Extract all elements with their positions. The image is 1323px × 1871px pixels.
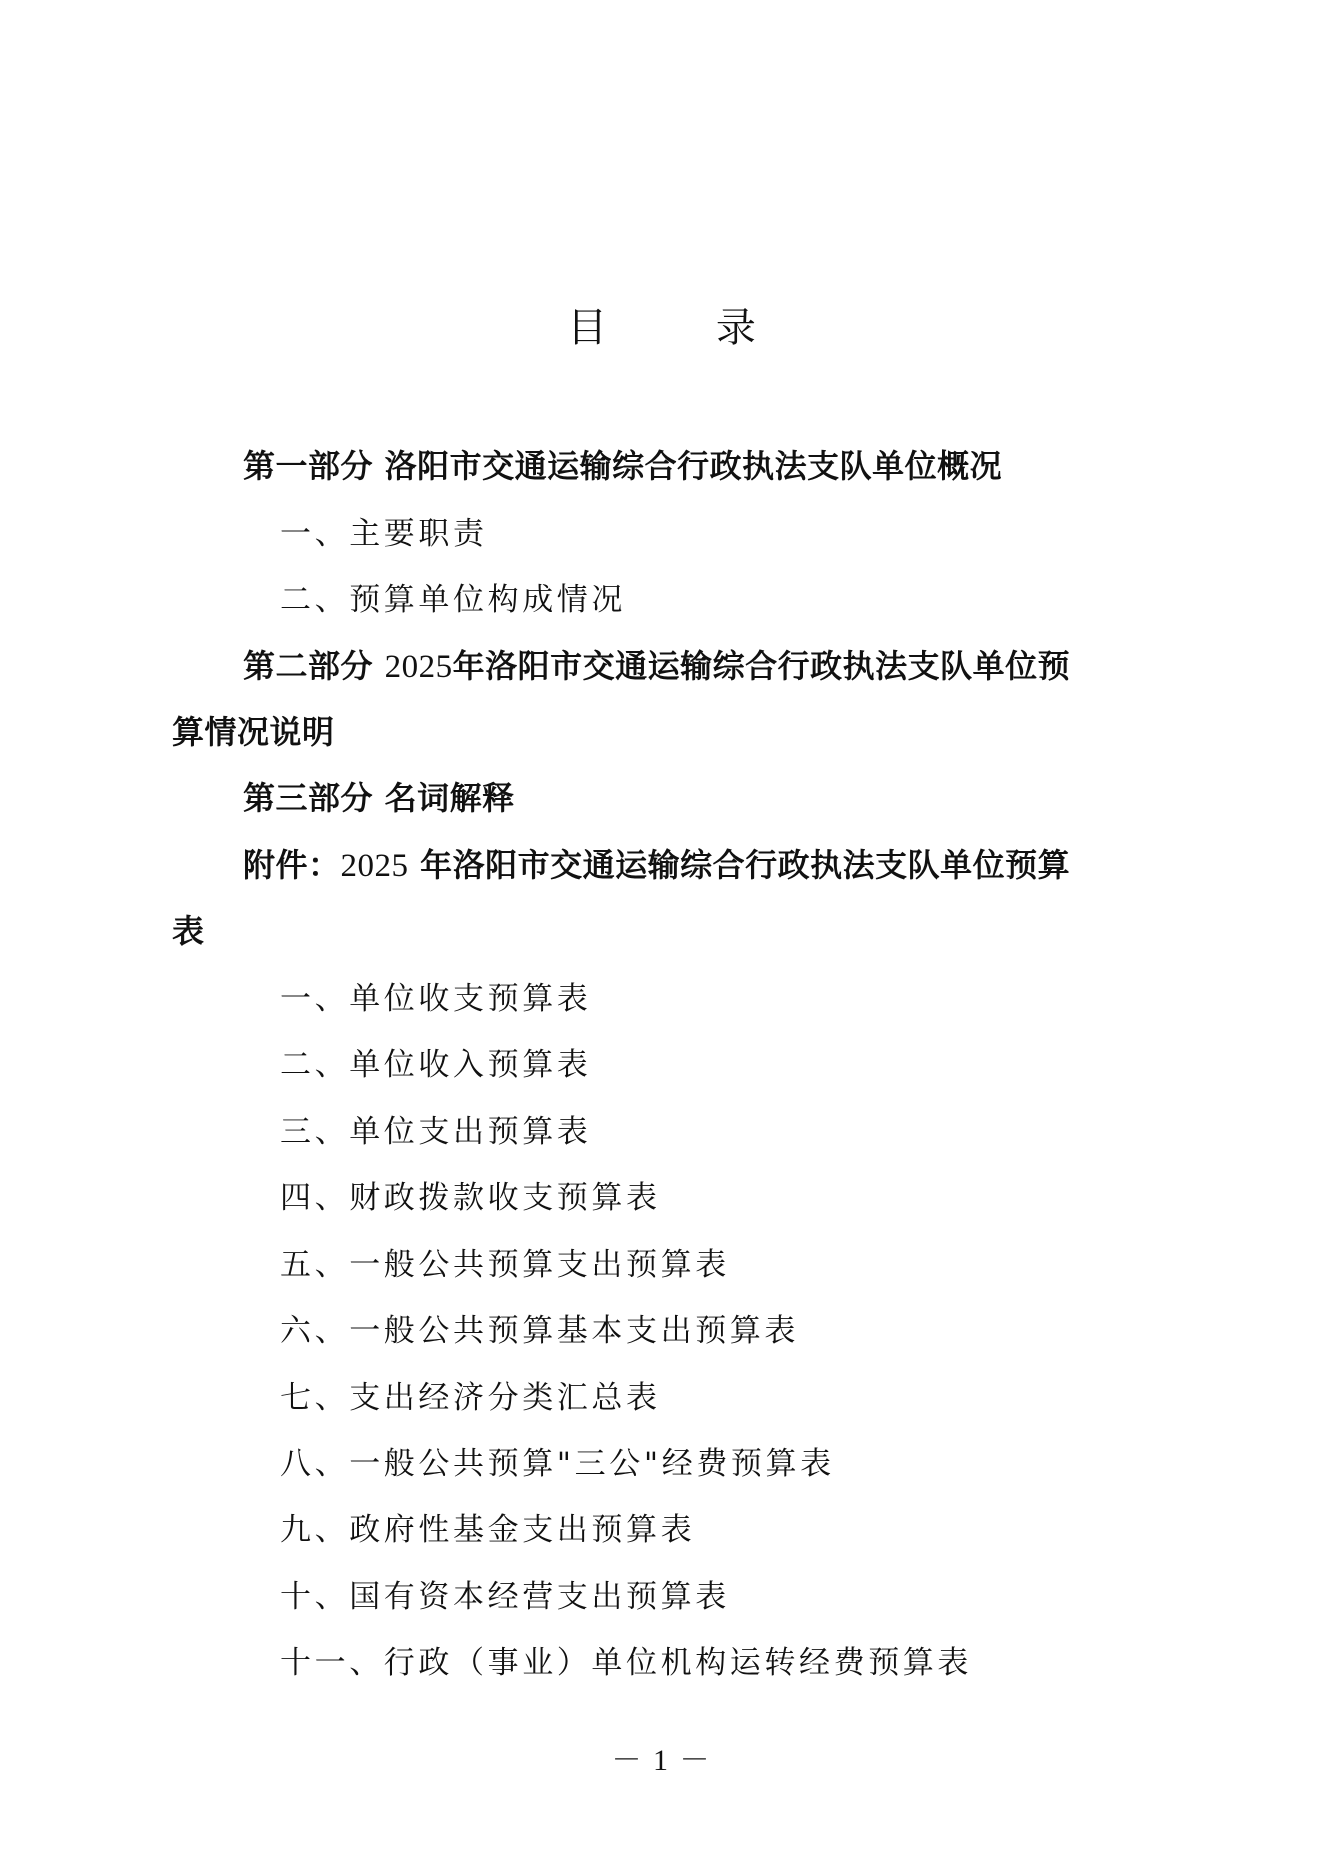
page-number: － 1 － — [611, 1744, 712, 1777]
toc-appendix-item-5[interactable]: 五、一般公共预算支出预算表 — [280, 1247, 730, 1283]
toc-appendix-item-10[interactable]: 十、国有资本经营支出预算表 — [280, 1579, 730, 1615]
toc-part-3[interactable]: 第三部分 名词解释 — [243, 779, 515, 817]
toc-part-1-item-2[interactable]: 二、预算单位构成情况 — [280, 582, 626, 618]
toc-appendix-item-6[interactable]: 六、一般公共预算基本支出预算表 — [280, 1313, 799, 1349]
toc-appendix-item-2[interactable]: 二、单位收入预算表 — [280, 1047, 592, 1083]
toc-appendix-title: 年洛阳市交通运输综合行政执法支队单位预算 — [408, 846, 1071, 884]
toc-part-1-item-1[interactable]: 一、主要职责 — [280, 516, 488, 552]
toc-title: 目 录 — [567, 305, 804, 351]
toc-appendix-item-4[interactable]: 四、财政拨款收支预算表 — [280, 1180, 661, 1216]
toc-appendix-item-3[interactable]: 三、单位支出预算表 — [280, 1114, 592, 1150]
toc-appendix-continued[interactable]: 表 — [172, 912, 205, 950]
toc-appendix-item-7[interactable]: 七、支出经济分类汇总表 — [280, 1380, 661, 1416]
toc-appendix-item-9[interactable]: 九、政府性基金支出预算表 — [280, 1512, 696, 1548]
toc-appendix-item-8[interactable]: 八、一般公共预算"三公"经费预算表 — [280, 1446, 835, 1482]
toc-appendix-item-1[interactable]: 一、单位收支预算表 — [280, 981, 592, 1017]
toc-part-2-continued[interactable]: 算情况说明 — [172, 713, 335, 751]
toc-part-2-year: 2025 — [384, 649, 453, 685]
toc-part-1[interactable]: 第一部分 洛阳市交通运输综合行政执法支队单位概况 — [243, 447, 1003, 485]
toc-appendix-year: 2025 — [340, 848, 409, 884]
toc-appendix-prefix: 附件： — [243, 846, 341, 884]
toc-appendix[interactable] — [243, 840, 1070, 891]
toc-part-2-prefix: 第二部分 — [243, 647, 385, 685]
toc-part-2[interactable] — [243, 641, 1070, 692]
toc-part-2-title: 年洛阳市交通运输综合行政执法支队单位预 — [452, 647, 1071, 685]
toc-appendix-item-11[interactable]: 十一、行政（事业）单位机构运转经费预算表 — [280, 1645, 972, 1681]
